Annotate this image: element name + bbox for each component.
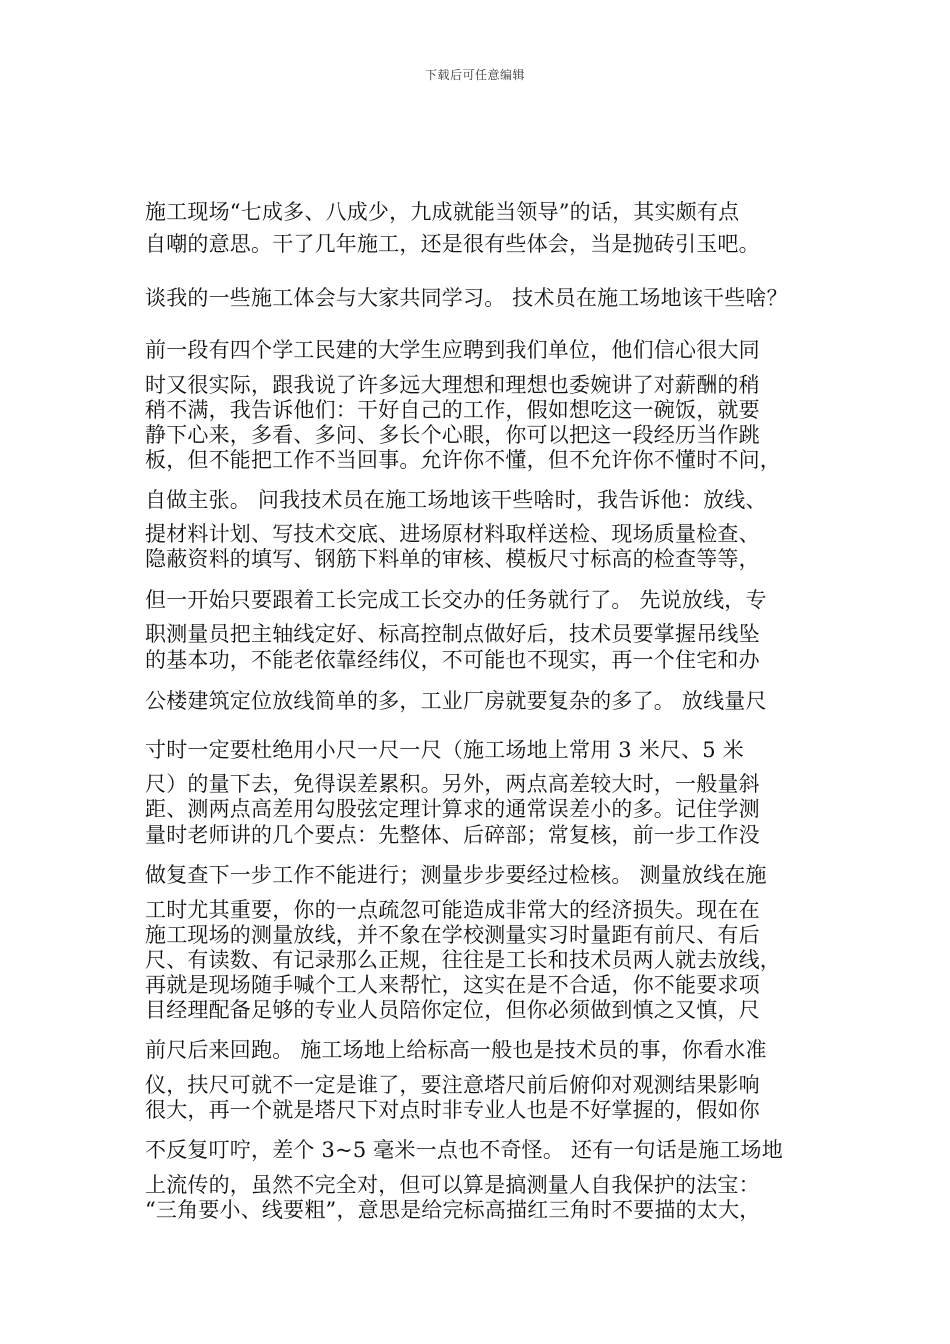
paragraph-line: 工时尤其重要，你的一点疏忽可能造成非常大的经济损失。现在在 bbox=[145, 898, 760, 922]
paragraph-line: 不反复叮咛，差个 3~5 毫米一点也不奇怪。 还有一句话是施工场地 bbox=[145, 1138, 783, 1162]
paragraph-line: 静下心来，多看、多问、多长个心眼，你可以把这一段经历当作跳 bbox=[145, 423, 760, 447]
paragraph-line: 距、测两点高差用勾股弦定理计算求的通常误差小的多。记住学测 bbox=[145, 797, 760, 821]
paragraph-line: 隐蔽资料的填写、钢筋下料单的审核、模板尺寸标高的检查等等， bbox=[145, 547, 760, 571]
paragraph-line: 稍不满，我告诉他们：干好自己的工作，假如想吃这一碗饭，就要 bbox=[145, 398, 760, 422]
paragraph-line: 前尺后来回跑。 施工场地上给标高一般也是技术员的事，你看水准 bbox=[145, 1038, 767, 1062]
paragraph-line: “三角要小、线要粗”，意思是给完标高描红三角时不要描的太大， bbox=[145, 1198, 761, 1222]
paragraph-line: 前一段有四个学工民建的大学生应聘到我们单位，他们信心很大同 bbox=[145, 338, 760, 362]
paragraph-line: 寸时一定要杜绝用小尺一尺一尺（施工场地上常用 3 米尺、5 米 bbox=[145, 738, 744, 762]
paragraph-line: 尺）的量下去，免得误差累积。另外，两点高差较大时，一般量斜 bbox=[145, 772, 760, 796]
paragraph-line: 很大，再一个就是塔尺下对点时非专业人也是不好掌握的，假如你 bbox=[145, 1098, 760, 1122]
paragraph-line: 做复查下一步工作不能进行；测量步步要经过检核。 测量放线在施 bbox=[145, 863, 767, 887]
paragraph-line: 施工现场“七成多、八成少，九成就能当领导”的话，其实颇有点 bbox=[145, 200, 740, 224]
paragraph-line: 自嘲的意思。干了几年施工，还是很有些体会，当是抛砖引玉吧。 bbox=[145, 232, 760, 256]
paragraph-line: 施工现场的测量放线，并不象在学校测量实习时量距有前尺、有后 bbox=[145, 923, 760, 947]
paragraph-line: 自做主张。 问我技术员在施工场地该干些啥时，我告诉他：放线、 bbox=[145, 488, 767, 512]
paragraph-line: 谈我的一些施工体会与大家共同学习。 技术员在施工场地该干些啥？ bbox=[145, 286, 788, 310]
paragraph-line: 目经理配备足够的专业人员陪你定位，但你必须做到慎之又慎，尺 bbox=[145, 998, 760, 1022]
paragraph-line: 上流传的，虽然不完全对，但可以算是搞测量人自我保护的法宝： bbox=[145, 1173, 760, 1197]
paragraph-line: 再就是现场随手喊个工人来帮忙，这实在是不合适，你不能要求项 bbox=[145, 973, 760, 997]
paragraph-line: 板，但不能把工作不当回事。允许你不懂，但不允许你不懂时不问， bbox=[145, 448, 781, 472]
page-header: 下载后可任意编辑 bbox=[424, 68, 525, 82]
paragraph-line: 职测量员把主轴线定好、标高控制点做好后，技术员要掌握吊线坠 bbox=[145, 622, 760, 646]
paragraph-line: 但一开始只要跟着工长完成工长交办的任务就行了。 先说放线，专 bbox=[145, 588, 767, 612]
paragraph-line: 尺、有读数、有记录那么正规，往往是工长和技术员两人就去放线， bbox=[145, 948, 781, 972]
paragraph-line: 仪，扶尺可就不一定是谁了，要注意塔尺前后俯仰对观测结果影响 bbox=[145, 1073, 760, 1097]
paragraph-line: 提材料计划、写技术交底、进场原材料取样送检、现场质量检查、 bbox=[145, 522, 760, 546]
paragraph-line: 公楼建筑定位放线简单的多，工业厂房就要复杂的多了。 放线量尺 bbox=[145, 689, 767, 713]
paragraph-line: 时又很实际，跟我说了许多远大理想和理想也委婉讲了对薪酬的稍 bbox=[145, 373, 760, 397]
paragraph-line: 量时老师讲的几个要点：先整体、后碎部；常复核，前一步工作没 bbox=[145, 823, 760, 847]
paragraph-line: 的基本功，不能老依靠经纬仪，不可能也不现实，再一个住宅和办 bbox=[145, 648, 760, 672]
